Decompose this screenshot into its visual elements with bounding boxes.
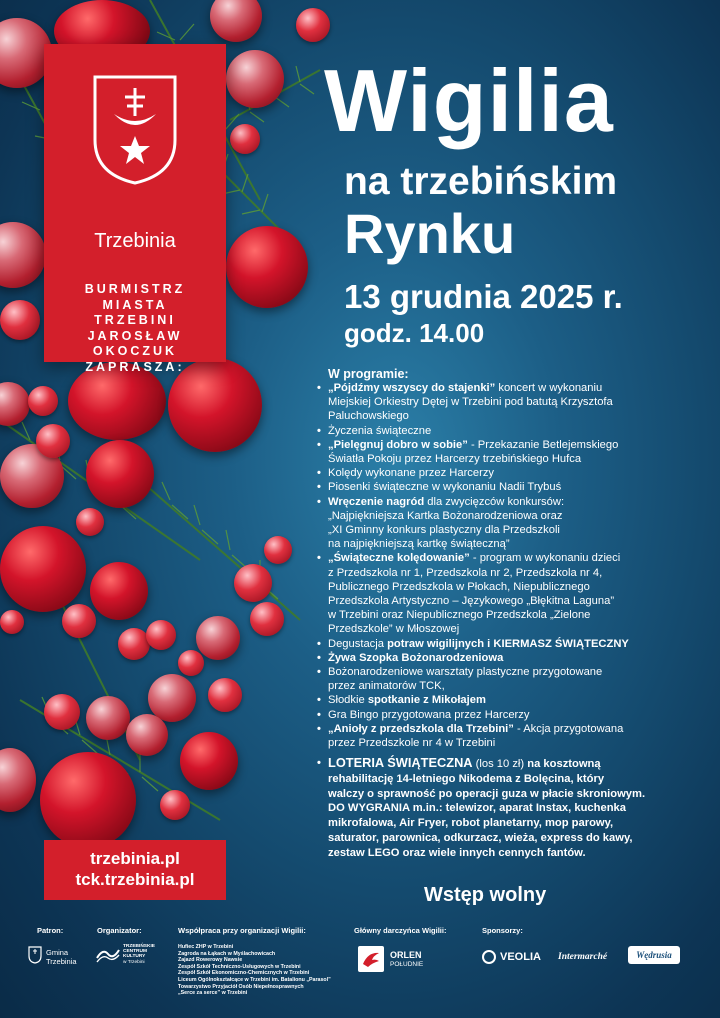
mayor-invitation-text	[44, 282, 226, 375]
program-text: „XI Gminny konkurs plastyczny dla Przedszkoli	[328, 524, 560, 537]
title-main: Wigilia	[324, 51, 614, 150]
program-item	[314, 665, 698, 693]
lottery-text: mikrofalowa, Air Fryer, robot planetarny, mop parowy,	[328, 817, 614, 830]
program-item-line	[328, 594, 698, 608]
program-item-line	[328, 608, 698, 622]
lottery-line	[328, 846, 706, 861]
invite-line: TRZEBINI	[94, 313, 176, 327]
program-item-line	[328, 409, 698, 423]
program-item	[314, 381, 698, 424]
orlen-eagle-icon	[358, 946, 384, 972]
program-item-line	[328, 637, 698, 651]
program-text: - program w wykonaniu dzieci	[469, 552, 621, 565]
program-item-line	[328, 466, 698, 480]
program-text: potraw wigilijnych i KIERMASZ ŚWIĄTECZNY	[387, 637, 629, 650]
sponsors-label: Sponsorzy:	[482, 926, 523, 935]
ornament	[90, 562, 148, 620]
program-item	[314, 495, 698, 552]
patron-logo-line: Gmina	[46, 948, 69, 957]
lottery-section	[314, 756, 706, 861]
program-text: Gra Bingo przygotowana przez Harcerzy	[328, 708, 530, 721]
berry	[76, 508, 104, 536]
invite-line: ZAPRASZA:	[85, 359, 185, 374]
program-item-line	[328, 679, 698, 693]
program-item-line	[328, 580, 698, 594]
lottery-text: walczy o sprawność po operacji guza w płacie skroniowym.	[328, 787, 646, 800]
organizer-logo-line: CENTRUM	[123, 949, 147, 955]
program-text: Światła Pokoju przez Harcerzy trzebińskiego Hufca	[328, 453, 582, 466]
berry	[44, 694, 80, 730]
coat-of-arms-icon	[28, 946, 42, 964]
program-item-line	[328, 537, 698, 551]
program-text: Publicznego Przedszkola w Płokach, Niepublicznego	[328, 580, 590, 593]
berry	[0, 610, 24, 634]
program-item-line	[328, 566, 698, 580]
program-text: Przedszkola Artystyczno – Językowego „Błękitna Laguna”	[328, 595, 615, 608]
program-item-line	[328, 736, 698, 750]
ornament	[226, 50, 284, 108]
lottery-text: rehabilitację 14-letniego Nikodema z Bolęcina, który	[328, 772, 605, 785]
program-item	[314, 466, 698, 480]
cooperation-partner: Hufiec ZHP w Trzebini	[178, 944, 234, 950]
tck-wave-icon	[96, 946, 120, 964]
program-text: „Najpiękniejsza Kartka Bożonarodzeniowa oraz	[328, 509, 563, 522]
program-item-line	[328, 651, 698, 665]
ornament	[196, 616, 240, 660]
event-time: godz. 14.00	[344, 318, 485, 348]
veolia-icon	[482, 950, 496, 964]
program-item	[314, 438, 698, 466]
program-item	[314, 651, 698, 665]
program-item	[314, 551, 698, 636]
berry	[62, 604, 96, 638]
title-line-3: Rynku	[344, 202, 516, 265]
cooperation-partner: Zajazd Rowerowy Nawsie	[178, 957, 243, 964]
program-text: „Świąteczne kolędowanie”	[328, 552, 470, 565]
berry	[296, 8, 330, 42]
invite-line: BURMISTRZ	[84, 282, 186, 296]
program-item-line	[328, 424, 698, 438]
lottery-text: (los 10 zł)	[472, 758, 525, 770]
program-item	[314, 480, 698, 494]
lottery-line	[328, 756, 706, 772]
program-text: koncert w wykonaniu	[495, 382, 603, 394]
program-item-line	[328, 495, 698, 509]
invite-line: JAROSŁAW	[87, 328, 183, 343]
program-text: dla zwycięzców konkursów:	[424, 495, 565, 508]
program-text: - Przekazanie Betlejemskiego	[467, 438, 619, 451]
berry	[264, 536, 292, 564]
berry	[234, 564, 272, 602]
program-text: - Akcja przygotowana	[513, 722, 624, 735]
berry	[178, 650, 204, 676]
ornament	[226, 226, 308, 308]
cooperation-partner: Zespół Szkół Techniczno-Usługowych w Trzebini	[178, 963, 301, 970]
cooperation-list	[178, 944, 348, 997]
berry	[28, 386, 58, 416]
program-item-line	[328, 381, 698, 395]
program-item	[314, 424, 698, 438]
lottery-line	[328, 831, 706, 846]
program-item-line	[328, 480, 698, 494]
program-item-line	[328, 708, 698, 722]
program-text: Żywa Szopka Bożonarodzeniowa	[328, 651, 504, 664]
program-text: przez Przedszkole nr 4 w Trzebini	[328, 737, 496, 750]
program-text: spotkanie z Mikołajem	[367, 694, 486, 707]
title-line-2: na trzebińskim	[344, 160, 618, 203]
intermarche-logo: Intermarché	[558, 952, 608, 962]
organizer-label: Organizator:	[97, 926, 142, 935]
program-list	[314, 381, 698, 750]
event-date: 13 grudnia 2025 r.	[344, 278, 623, 315]
program-text: „Anioły z przedszkola dla Trzebini”	[328, 722, 514, 735]
main-donor-label: Główny darczyńca Wigilii:	[354, 926, 447, 935]
cooperation-partner: Towarzystwo Przyjaciół Osób Niepełnosprawnych	[178, 983, 304, 990]
program-item	[314, 722, 698, 750]
program-text: w Trzebini oraz Niepublicznego Przedszkola „Zielone	[328, 609, 591, 622]
berry	[0, 300, 40, 340]
lottery-line	[328, 801, 706, 816]
program-text: na najpiękniejszą kartkę świąteczną”	[328, 538, 510, 551]
lottery-text: LOTERIA ŚWIĄTECZNA	[328, 755, 473, 770]
program-text: Życzenia świąteczne	[328, 424, 432, 437]
invite-line: MIASTA	[102, 297, 168, 312]
website-links	[44, 840, 226, 900]
program-item	[314, 708, 698, 722]
program-text: Miejskiej Orkiestry Dętej w Trzebini pod batutą Krzysztofa	[328, 396, 613, 409]
lottery-text: DO WYGRANIA m.in.: telewizor, aparat Instax, kuchenka	[328, 802, 626, 815]
program-text: „Pielęgnuj dobro w sobie”	[328, 438, 468, 451]
cooperation-partner: Zespół Szkół Ekonomiczno-Chemicznych w Trzebini	[178, 970, 310, 977]
cooperation-partner: Liceum Ogólnokształcące w Trzebini im. Batalionu „Parasol”	[178, 976, 331, 983]
cooperation-label: Współpraca przy organizacji Wigilii:	[178, 926, 306, 935]
website-link[interactable]: trzebinia.pl	[90, 849, 180, 868]
patron-label: Patron:	[37, 926, 64, 935]
mayor-invitation-badge	[44, 44, 226, 374]
lottery-text: na kosztowną	[524, 758, 601, 770]
website-link[interactable]: tck.trzebinia.pl	[75, 870, 195, 889]
program-text: Paluchowskiego	[328, 410, 409, 423]
program-text: przez animatorów TCK,	[328, 680, 445, 693]
trzebinia-coat-of-arms-icon	[92, 74, 178, 186]
lottery-line	[328, 772, 706, 787]
cooperation-partner: „Serce za serce” w Trzebini	[178, 990, 248, 997]
lottery-text: saturator, parownica, odkurzacz, wieża, express do kawy,	[328, 831, 633, 844]
lottery-line	[328, 816, 706, 831]
ornament	[86, 440, 154, 508]
badge-city-name: Trzebinia	[94, 230, 176, 252]
program-text: Kolędy wykonane przez Harcerzy	[328, 467, 495, 480]
ornament	[126, 714, 168, 756]
program-heading: W programie:	[328, 367, 409, 381]
program-text: Piosenki świąteczne w wykonaniu Nadii Trybuś	[328, 481, 562, 494]
program-text: Przedszkole” w Młoszowej	[328, 623, 460, 636]
berry	[250, 602, 284, 636]
patron-logo-line: Trzebinia	[46, 957, 77, 966]
ornament	[86, 696, 130, 740]
program-item-line	[328, 693, 698, 707]
program-item-line	[328, 722, 698, 736]
orlen-sub: POŁUDNIE	[390, 961, 424, 968]
lottery-text: zestaw LEGO oraz wiele innych cennych fantów.	[328, 846, 586, 859]
ornament	[0, 526, 86, 612]
program-item-line	[328, 452, 698, 466]
program-item-line	[328, 622, 698, 636]
program-item-line	[328, 395, 698, 409]
program-text: „Pójdźmy wszyscy do stajenki”	[328, 382, 496, 394]
program-item	[314, 637, 698, 651]
program-text: Bożonarodzeniowe warsztaty plastyczne przygotowane	[328, 666, 603, 679]
organizer-logo-line: TRZEBIŃSKIE	[123, 944, 155, 949]
organizer-logo-line: KULTURY	[123, 954, 146, 960]
free-entry-text: Wstęp wolny	[424, 884, 547, 906]
program-item	[314, 693, 698, 707]
ornament	[180, 732, 238, 790]
lottery-line	[328, 787, 706, 802]
cooperation-partner: Zagroda na Łąkach w Myślachowicach	[178, 950, 276, 957]
program-item-line	[328, 551, 698, 565]
invite-line: OKOCZUK	[92, 344, 178, 358]
berry	[208, 678, 242, 712]
wedrusia-logo: Wędrusia	[628, 946, 680, 964]
veolia-name: VEOLIA	[500, 951, 541, 963]
berry	[146, 620, 176, 650]
program-item-line	[328, 665, 698, 679]
program-section	[314, 367, 698, 750]
program-item-line	[328, 509, 698, 523]
organizer-logo-line: w Trzebini	[123, 959, 145, 965]
program-item-line	[328, 523, 698, 537]
orlen-name: ORLEN	[390, 950, 422, 960]
program-text: Słodkie	[328, 694, 368, 707]
program-text: Wręczenie nagród	[328, 495, 425, 508]
berry	[230, 124, 260, 154]
lottery-item	[314, 756, 706, 861]
program-item-line	[328, 438, 698, 452]
program-text: z Przedszkola nr 1, Przedszkola nr 2, Przedszkola nr 4,	[328, 566, 603, 579]
berry	[160, 790, 190, 820]
program-text: Degustacja	[328, 637, 388, 650]
ornament	[40, 752, 136, 848]
berry	[36, 424, 70, 458]
